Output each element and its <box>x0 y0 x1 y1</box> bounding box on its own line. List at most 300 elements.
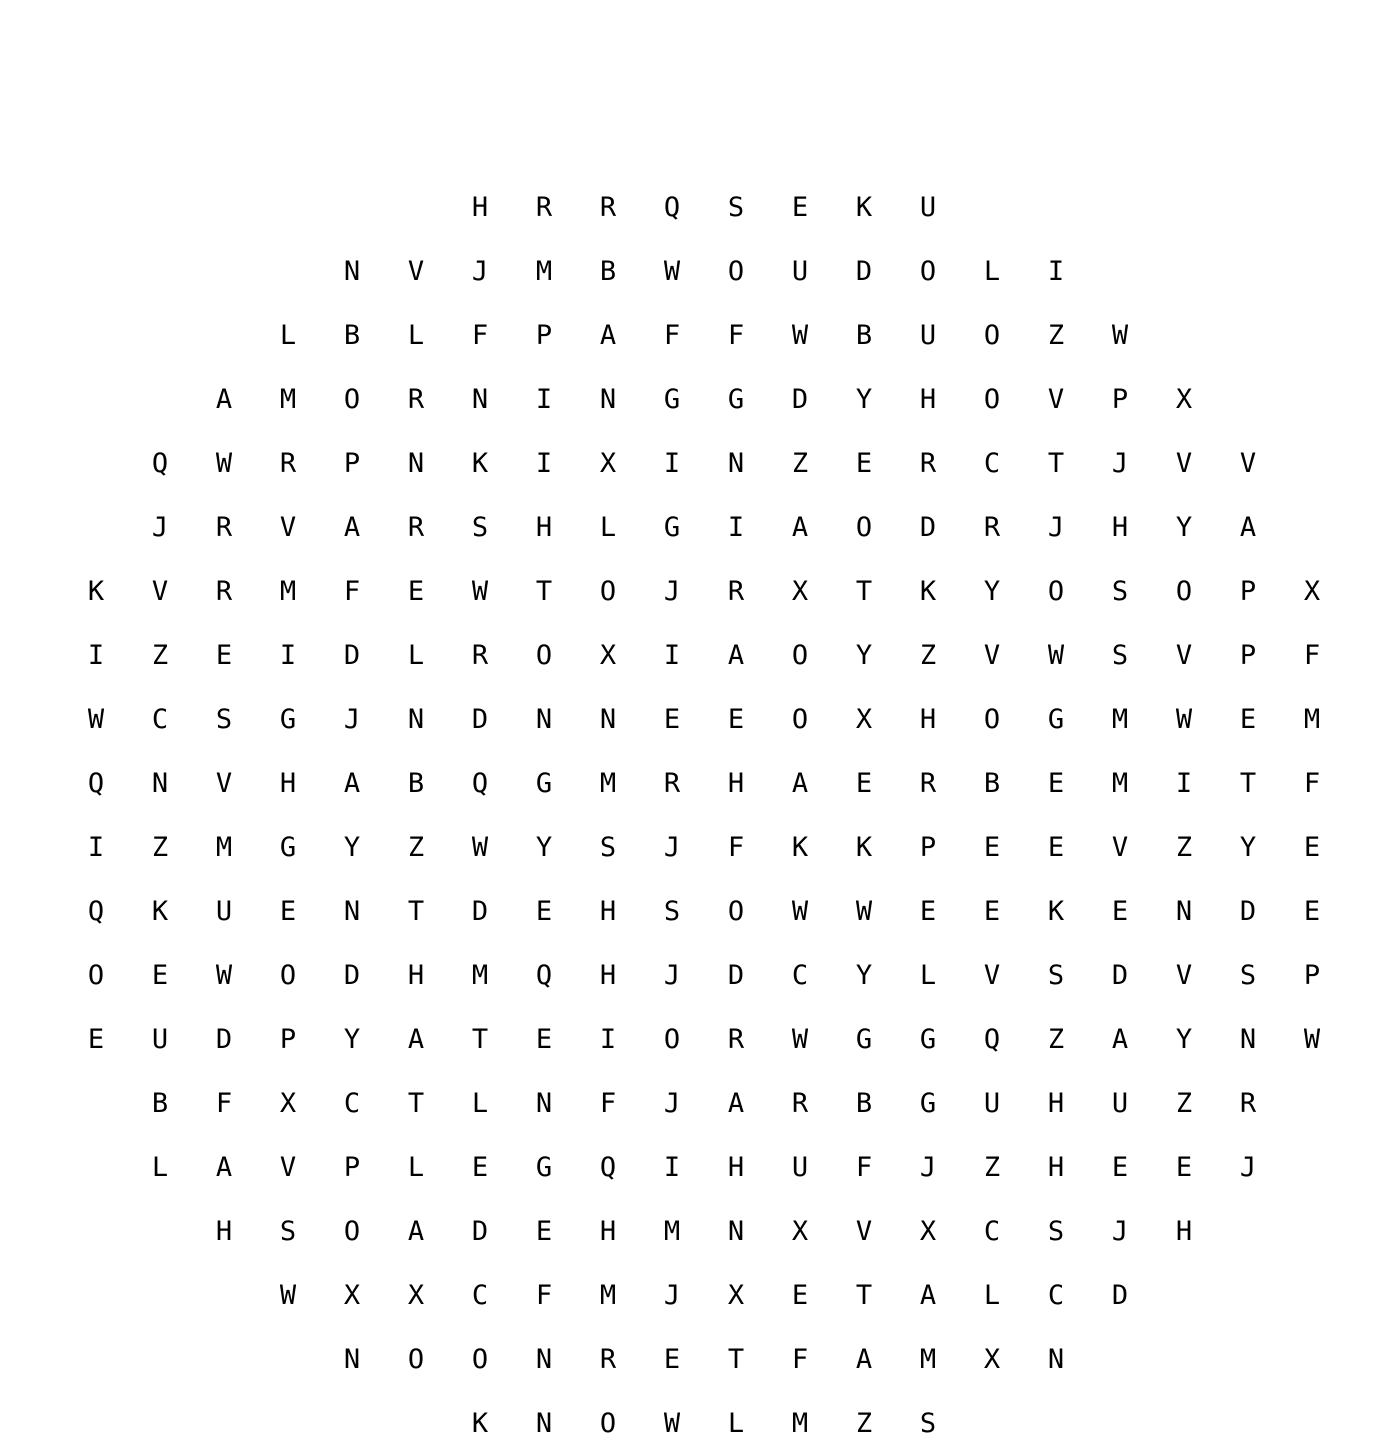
grid-letter[interactable]: N <box>151 768 169 799</box>
grid-letter[interactable]: K <box>471 1408 489 1439</box>
grid-letter[interactable]: I <box>1047 256 1065 287</box>
grid-letter[interactable]: L <box>151 1152 169 1183</box>
grid-letter[interactable]: R <box>279 448 297 479</box>
grid-letter[interactable]: T <box>1047 448 1065 479</box>
grid-letter[interactable]: E <box>1111 896 1129 927</box>
grid-letter[interactable]: W <box>1111 320 1129 351</box>
grid-letter[interactable]: Y <box>855 960 873 991</box>
grid-letter[interactable]: O <box>343 384 361 415</box>
grid-letter[interactable]: L <box>279 320 297 351</box>
grid-letter[interactable]: I <box>599 1024 617 1055</box>
grid-letter[interactable]: Y <box>343 832 361 863</box>
grid-letter[interactable]: E <box>535 1216 553 1247</box>
grid-letter[interactable]: H <box>599 896 617 927</box>
grid-letter[interactable]: J <box>471 256 489 287</box>
grid-letter[interactable]: H <box>1111 512 1129 543</box>
grid-letter[interactable]: F <box>215 1088 233 1119</box>
grid-letter[interactable]: X <box>791 576 809 607</box>
grid-letter[interactable]: Q <box>87 768 105 799</box>
grid-letter[interactable]: U <box>1111 1088 1129 1119</box>
grid-letter[interactable]: D <box>471 704 489 735</box>
grid-letter[interactable]: L <box>919 960 937 991</box>
grid-letter[interactable]: S <box>1047 960 1065 991</box>
grid-letter[interactable]: R <box>599 1344 617 1375</box>
grid-letter[interactable]: Z <box>1175 832 1193 863</box>
grid-letter[interactable]: H <box>279 768 297 799</box>
grid-letter[interactable]: W <box>1303 1024 1321 1055</box>
grid-letter[interactable]: O <box>87 960 105 991</box>
grid-letter[interactable]: M <box>1111 768 1129 799</box>
grid-letter[interactable]: B <box>855 1088 873 1119</box>
grid-letter[interactable]: K <box>1047 896 1065 927</box>
grid-letter[interactable]: G <box>1047 704 1065 735</box>
grid-letter[interactable]: G <box>535 1152 553 1183</box>
grid-letter[interactable]: R <box>215 512 233 543</box>
grid-letter[interactable]: S <box>1047 1216 1065 1247</box>
grid-letter[interactable]: M <box>215 832 233 863</box>
grid-letter[interactable]: P <box>1303 960 1321 991</box>
grid-letter[interactable]: H <box>535 512 553 543</box>
grid-letter[interactable]: S <box>1111 576 1129 607</box>
grid-letter[interactable]: E <box>855 768 873 799</box>
grid-letter[interactable]: Z <box>407 832 425 863</box>
grid-letter[interactable]: W <box>663 256 681 287</box>
grid-letter[interactable]: Y <box>1175 1024 1193 1055</box>
grid-letter[interactable]: F <box>599 1088 617 1119</box>
grid-letter[interactable]: N <box>1047 1344 1065 1375</box>
grid-letter[interactable]: X <box>983 1344 1001 1375</box>
grid-letter[interactable]: W <box>791 896 809 927</box>
grid-letter[interactable]: B <box>151 1088 169 1119</box>
grid-letter[interactable]: X <box>919 1216 937 1247</box>
grid-letter[interactable]: H <box>727 768 745 799</box>
grid-letter[interactable]: A <box>855 1344 873 1375</box>
grid-letter[interactable]: R <box>471 640 489 671</box>
grid-letter[interactable]: L <box>599 512 617 543</box>
grid-letter[interactable]: D <box>1239 896 1257 927</box>
grid-letter[interactable]: M <box>599 1280 617 1311</box>
grid-letter[interactable]: A <box>1111 1024 1129 1055</box>
grid-letter[interactable]: G <box>535 768 553 799</box>
grid-letter[interactable]: Z <box>1047 1024 1065 1055</box>
grid-letter[interactable]: R <box>727 1024 745 1055</box>
grid-letter[interactable]: D <box>727 960 745 991</box>
grid-letter[interactable]: O <box>727 896 745 927</box>
grid-letter[interactable]: S <box>727 192 745 223</box>
grid-letter[interactable]: E <box>983 832 1001 863</box>
grid-letter[interactable]: F <box>727 832 745 863</box>
grid-letter[interactable]: A <box>343 512 361 543</box>
grid-letter[interactable]: Q <box>471 768 489 799</box>
grid-letter[interactable]: G <box>279 832 297 863</box>
grid-letter[interactable]: S <box>215 704 233 735</box>
grid-letter[interactable]: E <box>151 960 169 991</box>
grid-letter[interactable]: S <box>471 512 489 543</box>
grid-letter[interactable]: Y <box>343 1024 361 1055</box>
grid-letter[interactable]: B <box>343 320 361 351</box>
grid-letter[interactable]: W <box>1047 640 1065 671</box>
grid-letter[interactable]: Q <box>599 1152 617 1183</box>
grid-letter[interactable]: G <box>279 704 297 735</box>
grid-letter[interactable]: Z <box>919 640 937 671</box>
grid-letter[interactable]: E <box>471 1152 489 1183</box>
grid-letter[interactable]: B <box>855 320 873 351</box>
grid-letter[interactable]: I <box>87 640 105 671</box>
grid-letter[interactable]: W <box>1175 704 1193 735</box>
grid-letter[interactable]: J <box>1047 512 1065 543</box>
grid-letter[interactable]: V <box>1047 384 1065 415</box>
grid-letter[interactable]: T <box>727 1344 745 1375</box>
grid-letter[interactable]: L <box>407 320 425 351</box>
grid-letter[interactable]: R <box>983 512 1001 543</box>
grid-letter[interactable]: M <box>1303 704 1321 735</box>
grid-letter[interactable]: H <box>919 704 937 735</box>
grid-letter[interactable]: I <box>663 1152 681 1183</box>
grid-letter[interactable]: D <box>215 1024 233 1055</box>
grid-letter[interactable]: E <box>855 448 873 479</box>
grid-letter[interactable]: U <box>983 1088 1001 1119</box>
grid-letter[interactable]: E <box>983 896 1001 927</box>
grid-letter[interactable]: A <box>919 1280 937 1311</box>
grid-letter[interactable]: E <box>727 704 745 735</box>
grid-letter[interactable]: I <box>535 448 553 479</box>
grid-letter[interactable]: A <box>215 1152 233 1183</box>
grid-letter[interactable]: I <box>663 448 681 479</box>
grid-letter[interactable]: A <box>407 1024 425 1055</box>
grid-letter[interactable]: M <box>471 960 489 991</box>
grid-letter[interactable]: W <box>279 1280 297 1311</box>
grid-letter[interactable]: O <box>983 704 1001 735</box>
grid-letter[interactable]: K <box>471 448 489 479</box>
grid-letter[interactable]: D <box>791 384 809 415</box>
grid-letter[interactable]: A <box>1239 512 1257 543</box>
grid-letter[interactable]: C <box>983 448 1001 479</box>
grid-letter[interactable]: Y <box>1239 832 1257 863</box>
grid-letter[interactable]: R <box>791 1088 809 1119</box>
grid-letter[interactable]: I <box>727 512 745 543</box>
grid-letter[interactable]: Q <box>87 896 105 927</box>
grid-letter[interactable]: H <box>1047 1088 1065 1119</box>
grid-letter[interactable]: A <box>407 1216 425 1247</box>
grid-letter[interactable]: O <box>727 256 745 287</box>
grid-letter[interactable]: M <box>919 1344 937 1375</box>
grid-letter[interactable]: D <box>343 960 361 991</box>
grid-letter[interactable]: J <box>663 1280 681 1311</box>
grid-letter[interactable]: J <box>919 1152 937 1183</box>
grid-letter[interactable]: M <box>535 256 553 287</box>
grid-letter[interactable]: H <box>599 960 617 991</box>
grid-letter[interactable]: P <box>1239 640 1257 671</box>
grid-letter[interactable]: F <box>663 320 681 351</box>
grid-letter[interactable]: X <box>791 1216 809 1247</box>
grid-letter[interactable]: K <box>151 896 169 927</box>
grid-letter[interactable]: C <box>983 1216 1001 1247</box>
grid-letter[interactable]: I <box>663 640 681 671</box>
grid-letter[interactable]: N <box>535 704 553 735</box>
grid-letter[interactable]: I <box>87 832 105 863</box>
grid-letter[interactable]: U <box>919 320 937 351</box>
grid-letter[interactable]: X <box>855 704 873 735</box>
grid-letter[interactable]: T <box>855 576 873 607</box>
grid-letter[interactable]: M <box>663 1216 681 1247</box>
grid-letter[interactable]: L <box>727 1408 745 1439</box>
grid-letter[interactable]: N <box>343 256 361 287</box>
grid-letter[interactable]: H <box>599 1216 617 1247</box>
grid-letter[interactable]: X <box>1175 384 1193 415</box>
grid-letter[interactable]: R <box>535 192 553 223</box>
grid-letter[interactable]: E <box>87 1024 105 1055</box>
grid-letter[interactable]: W <box>791 320 809 351</box>
grid-letter[interactable]: X <box>727 1280 745 1311</box>
grid-letter[interactable]: K <box>855 832 873 863</box>
grid-letter[interactable]: K <box>855 192 873 223</box>
grid-letter[interactable]: F <box>343 576 361 607</box>
grid-letter[interactable]: N <box>599 704 617 735</box>
grid-letter[interactable]: Y <box>1175 512 1193 543</box>
grid-letter[interactable]: R <box>727 576 745 607</box>
grid-letter[interactable]: L <box>983 1280 1001 1311</box>
grid-letter[interactable]: E <box>1239 704 1257 735</box>
grid-letter[interactable]: Y <box>855 640 873 671</box>
grid-letter[interactable]: R <box>1239 1088 1257 1119</box>
grid-letter[interactable]: Z <box>1175 1088 1193 1119</box>
grid-letter[interactable]: V <box>983 640 1001 671</box>
grid-letter[interactable]: G <box>855 1024 873 1055</box>
grid-letter[interactable]: O <box>1175 576 1193 607</box>
grid-letter[interactable]: A <box>215 384 233 415</box>
grid-letter[interactable]: E <box>919 896 937 927</box>
grid-letter[interactable]: M <box>599 768 617 799</box>
grid-letter[interactable]: O <box>919 256 937 287</box>
grid-letter[interactable]: F <box>855 1152 873 1183</box>
grid-letter[interactable]: X <box>599 448 617 479</box>
grid-letter[interactable]: B <box>407 768 425 799</box>
grid-letter[interactable]: A <box>791 768 809 799</box>
grid-letter[interactable]: N <box>599 384 617 415</box>
grid-letter[interactable]: J <box>151 512 169 543</box>
grid-letter[interactable]: L <box>407 640 425 671</box>
grid-letter[interactable]: E <box>1047 768 1065 799</box>
grid-letter[interactable]: N <box>535 1408 553 1439</box>
grid-letter[interactable]: T <box>535 576 553 607</box>
grid-letter[interactable]: G <box>919 1024 937 1055</box>
grid-letter[interactable]: Y <box>535 832 553 863</box>
grid-letter[interactable]: Q <box>151 448 169 479</box>
grid-letter[interactable]: J <box>343 704 361 735</box>
grid-letter[interactable]: E <box>1303 832 1321 863</box>
grid-letter[interactable]: E <box>535 896 553 927</box>
grid-letter[interactable]: Q <box>663 192 681 223</box>
grid-letter[interactable]: O <box>599 576 617 607</box>
grid-letter[interactable]: V <box>1175 960 1193 991</box>
grid-letter[interactable]: Z <box>151 832 169 863</box>
grid-letter[interactable]: U <box>791 256 809 287</box>
grid-letter[interactable]: J <box>1111 448 1129 479</box>
grid-letter[interactable]: G <box>663 384 681 415</box>
grid-letter[interactable]: V <box>215 768 233 799</box>
grid-letter[interactable]: O <box>791 704 809 735</box>
grid-letter[interactable]: E <box>663 704 681 735</box>
grid-letter[interactable]: J <box>663 576 681 607</box>
grid-letter[interactable]: O <box>855 512 873 543</box>
grid-letter[interactable]: Z <box>855 1408 873 1439</box>
grid-letter[interactable]: B <box>599 256 617 287</box>
grid-letter[interactable]: R <box>215 576 233 607</box>
grid-letter[interactable]: U <box>151 1024 169 1055</box>
grid-letter[interactable]: A <box>727 1088 745 1119</box>
grid-letter[interactable]: P <box>535 320 553 351</box>
grid-letter[interactable]: O <box>343 1216 361 1247</box>
grid-letter[interactable]: M <box>1111 704 1129 735</box>
grid-letter[interactable]: N <box>471 384 489 415</box>
grid-letter[interactable]: O <box>791 640 809 671</box>
grid-letter[interactable]: C <box>1047 1280 1065 1311</box>
grid-letter[interactable]: F <box>535 1280 553 1311</box>
grid-letter[interactable]: W <box>855 896 873 927</box>
grid-letter[interactable]: W <box>663 1408 681 1439</box>
grid-letter[interactable]: A <box>791 512 809 543</box>
grid-letter[interactable]: O <box>1047 576 1065 607</box>
grid-letter[interactable]: P <box>1111 384 1129 415</box>
grid-letter[interactable]: W <box>87 704 105 735</box>
grid-letter[interactable]: C <box>471 1280 489 1311</box>
grid-letter[interactable]: E <box>791 1280 809 1311</box>
grid-letter[interactable]: V <box>983 960 1001 991</box>
grid-letter[interactable]: S <box>1111 640 1129 671</box>
grid-letter[interactable]: U <box>919 192 937 223</box>
grid-letter[interactable]: O <box>471 1344 489 1375</box>
grid-letter[interactable]: E <box>407 576 425 607</box>
grid-letter[interactable]: R <box>919 768 937 799</box>
grid-letter[interactable]: W <box>215 448 233 479</box>
grid-letter[interactable]: G <box>919 1088 937 1119</box>
grid-letter[interactable]: K <box>791 832 809 863</box>
grid-letter[interactable]: X <box>599 640 617 671</box>
grid-letter[interactable]: P <box>919 832 937 863</box>
grid-letter[interactable]: V <box>151 576 169 607</box>
grid-letter[interactable]: K <box>87 576 105 607</box>
grid-letter[interactable]: E <box>1303 896 1321 927</box>
grid-letter[interactable]: E <box>1111 1152 1129 1183</box>
grid-letter[interactable]: H <box>215 1216 233 1247</box>
grid-letter[interactable]: N <box>343 896 361 927</box>
grid-letter[interactable]: D <box>855 256 873 287</box>
grid-letter[interactable]: K <box>919 576 937 607</box>
grid-letter[interactable]: E <box>1175 1152 1193 1183</box>
grid-letter[interactable]: T <box>1239 768 1257 799</box>
grid-letter[interactable]: V <box>279 1152 297 1183</box>
grid-letter[interactable]: V <box>855 1216 873 1247</box>
grid-letter[interactable]: D <box>1111 960 1129 991</box>
grid-letter[interactable]: H <box>919 384 937 415</box>
grid-letter[interactable]: M <box>791 1408 809 1439</box>
grid-letter[interactable]: N <box>1175 896 1193 927</box>
grid-letter[interactable]: R <box>919 448 937 479</box>
grid-letter[interactable]: A <box>599 320 617 351</box>
grid-letter[interactable]: E <box>279 896 297 927</box>
grid-letter[interactable]: J <box>1239 1152 1257 1183</box>
grid-letter[interactable]: V <box>1239 448 1257 479</box>
grid-letter[interactable]: N <box>535 1344 553 1375</box>
grid-letter[interactable]: Q <box>983 1024 1001 1055</box>
grid-letter[interactable]: V <box>407 256 425 287</box>
grid-letter[interactable]: V <box>1175 640 1193 671</box>
grid-letter[interactable]: D <box>1111 1280 1129 1311</box>
grid-letter[interactable]: F <box>1303 640 1321 671</box>
grid-letter[interactable]: G <box>663 512 681 543</box>
grid-letter[interactable]: Z <box>791 448 809 479</box>
grid-letter[interactable]: M <box>279 384 297 415</box>
grid-letter[interactable]: R <box>407 512 425 543</box>
grid-letter[interactable]: O <box>407 1344 425 1375</box>
grid-letter[interactable]: D <box>471 1216 489 1247</box>
grid-letter[interactable]: R <box>599 192 617 223</box>
grid-letter[interactable]: P <box>279 1024 297 1055</box>
grid-letter[interactable]: H <box>407 960 425 991</box>
grid-letter[interactable]: F <box>471 320 489 351</box>
grid-letter[interactable]: H <box>471 192 489 223</box>
grid-letter[interactable]: U <box>215 896 233 927</box>
grid-letter[interactable]: C <box>791 960 809 991</box>
grid-letter[interactable]: X <box>407 1280 425 1311</box>
grid-letter[interactable]: Z <box>983 1152 1001 1183</box>
grid-letter[interactable]: I <box>1175 768 1193 799</box>
grid-letter[interactable]: N <box>1239 1024 1257 1055</box>
grid-letter[interactable]: O <box>983 384 1001 415</box>
grid-letter[interactable]: V <box>1175 448 1193 479</box>
grid-letter[interactable]: O <box>535 640 553 671</box>
grid-letter[interactable]: F <box>791 1344 809 1375</box>
grid-letter[interactable]: S <box>919 1408 937 1439</box>
grid-letter[interactable]: W <box>471 576 489 607</box>
grid-letter[interactable]: S <box>279 1216 297 1247</box>
grid-letter[interactable]: A <box>343 768 361 799</box>
grid-letter[interactable]: R <box>407 384 425 415</box>
grid-letter[interactable]: L <box>407 1152 425 1183</box>
grid-letter[interactable]: O <box>663 1024 681 1055</box>
grid-letter[interactable]: X <box>279 1088 297 1119</box>
grid-letter[interactable]: E <box>1047 832 1065 863</box>
grid-letter[interactable]: G <box>727 384 745 415</box>
grid-letter[interactable]: X <box>1303 576 1321 607</box>
grid-letter[interactable]: R <box>663 768 681 799</box>
grid-letter[interactable]: U <box>791 1152 809 1183</box>
grid-letter[interactable]: Z <box>1047 320 1065 351</box>
grid-letter[interactable]: T <box>407 1088 425 1119</box>
grid-letter[interactable]: D <box>471 896 489 927</box>
grid-letter[interactable]: Y <box>855 384 873 415</box>
grid-letter[interactable]: I <box>279 640 297 671</box>
grid-letter[interactable]: Q <box>535 960 553 991</box>
grid-letter[interactable]: C <box>343 1088 361 1119</box>
grid-letter[interactable]: W <box>471 832 489 863</box>
grid-letter[interactable]: M <box>279 576 297 607</box>
grid-letter[interactable]: T <box>855 1280 873 1311</box>
grid-letter[interactable]: X <box>343 1280 361 1311</box>
grid-letter[interactable]: C <box>151 704 169 735</box>
grid-letter[interactable]: W <box>215 960 233 991</box>
grid-letter[interactable]: W <box>791 1024 809 1055</box>
grid-letter[interactable]: E <box>535 1024 553 1055</box>
grid-letter[interactable]: A <box>727 640 745 671</box>
grid-letter[interactable]: J <box>663 832 681 863</box>
grid-letter[interactable]: S <box>663 896 681 927</box>
grid-letter[interactable]: H <box>1047 1152 1065 1183</box>
grid-letter[interactable]: L <box>471 1088 489 1119</box>
grid-letter[interactable]: L <box>983 256 1001 287</box>
grid-letter[interactable]: P <box>343 448 361 479</box>
grid-letter[interactable]: D <box>343 640 361 671</box>
